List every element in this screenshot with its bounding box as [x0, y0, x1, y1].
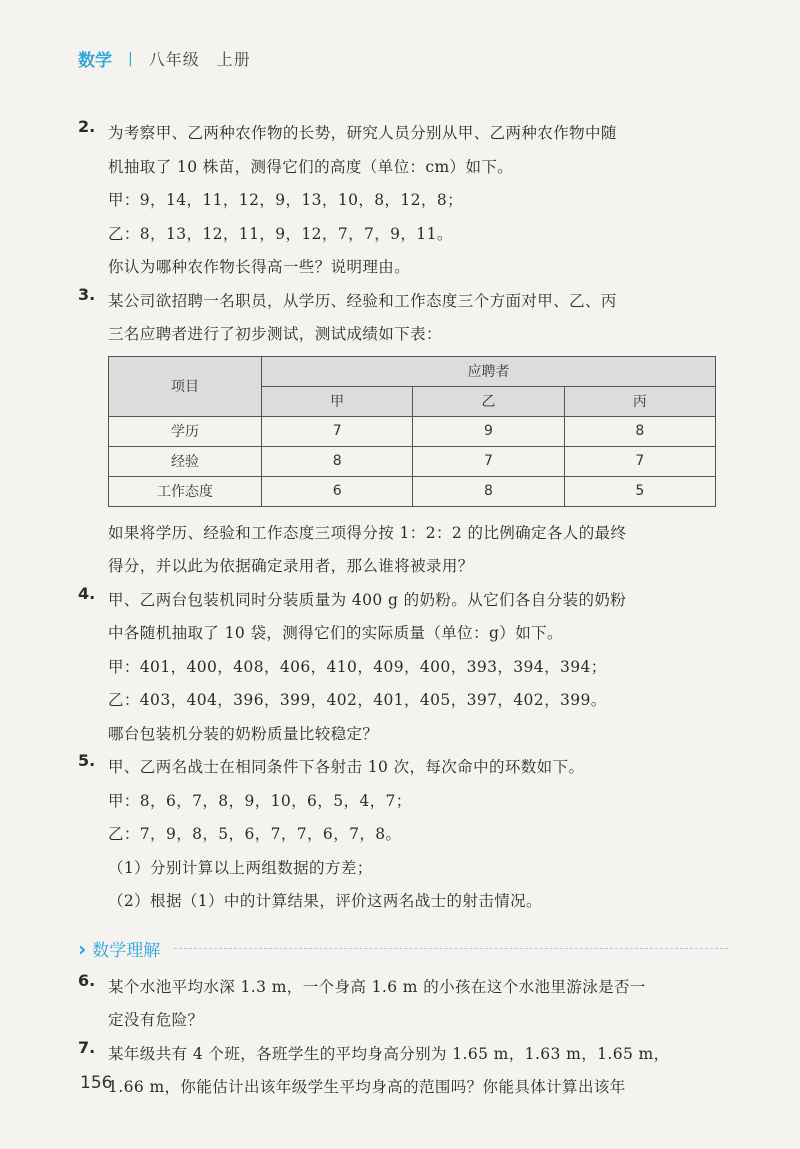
- table-cell: 8: [262, 446, 413, 476]
- problem-text-line: 甲：8，6，7，8，9，10，6，5，4，7；: [108, 791, 412, 810]
- header-separator: |: [128, 50, 133, 67]
- score-table: [108, 356, 716, 507]
- problem-text-line: 乙：8，13，12，11，9，12，7，7，9，11。: [108, 224, 453, 243]
- problem-text-line: 甲：401，400，408，406，410，409，400，393，394，394；: [108, 657, 607, 676]
- problem-number: 4.: [78, 583, 96, 603]
- row-label: 学历: [109, 416, 262, 446]
- section-divider: [174, 948, 728, 949]
- header-book-title: 八年级 上册: [148, 50, 251, 69]
- problem-text-line: 甲、乙两名战士在相同条件下各射击 10 次，每次命中的环数如下。: [108, 758, 585, 776]
- table-header-col: 丙: [564, 386, 715, 416]
- row-label: 工作态度: [109, 476, 262, 506]
- table-row: [109, 446, 716, 476]
- table-cell: 7: [413, 446, 564, 476]
- problem-text-line: 如果将学历、经验和工作态度三项得分按 1：2：2 的比例确定各人的最终: [108, 523, 627, 542]
- header-subject: 数学: [78, 51, 112, 71]
- problem-text-line: （1）分别计算以上两组数据的方差；: [108, 858, 373, 877]
- table-header-col: 乙: [413, 386, 564, 416]
- problem-3: [78, 285, 728, 584]
- table-cell: 8: [413, 476, 564, 506]
- table-row: [109, 416, 716, 446]
- row-label: 经验: [109, 446, 262, 476]
- problem-number: 5.: [78, 751, 96, 770]
- problem-text-line: 某年级共有 4 个班，各班学生的平均身高分别为 1.65 m，1.63 m，1.65 m，: [108, 1044, 670, 1063]
- problem-text-line: 甲、乙两台包装机同时分装质量为 400 g 的奶粉。从它们各自分装的奶粉: [108, 590, 627, 609]
- problem-text-line: 某个水池平均水深 1.3 m，一个身高 1.6 m 的小孩在这个水池里游泳是否一: [108, 977, 646, 996]
- problem-text-line: 定没有危险？: [108, 1011, 204, 1029]
- problem-text-line: 某公司欲招聘一名职员，从学历、经验和工作态度三个方面对甲、乙、丙: [108, 291, 617, 310]
- table-cell: 5: [564, 476, 715, 506]
- problem-text-line: 得分，并以此为依据确定录用者，那么谁将被录用？: [108, 557, 474, 575]
- section-title: 数学理解: [92, 941, 161, 961]
- problem-text-line: 1.66 m，你能估计出该年级学生平均身高的范围吗？你能具体计算出该年: [108, 1078, 626, 1096]
- problem-text-line: （2）根据（1）中的计算结果，评价这两名战士的射击情况。: [108, 892, 542, 910]
- chevron-right-icon: ›: [78, 936, 87, 961]
- problem-text-line: 机抽取了 10 株苗，测得它们的高度（单位：cm）如下。: [108, 157, 514, 176]
- table-cell: 6: [262, 476, 413, 506]
- table-cell: 9: [413, 416, 564, 446]
- table-cell: 8: [564, 416, 715, 446]
- problem-4: [78, 584, 728, 752]
- problem-text-line: 三名应聘者进行了初步测试，测试成绩如下表：: [108, 325, 442, 343]
- problem-6: [78, 971, 728, 1038]
- page-number: 156: [80, 1073, 113, 1093]
- problem-2: [78, 117, 728, 285]
- problem-text-line: 你认为哪种农作物长得高一些？说明理由。: [108, 258, 411, 276]
- page-header: [78, 46, 251, 71]
- table-header-group: 应聘者: [262, 356, 716, 386]
- problem-number: 2.: [78, 117, 96, 136]
- problem-text-line: 为考察甲、乙两种农作物的长势，研究人员分别从甲、乙两种农作物中随: [108, 124, 617, 142]
- section-heading: [78, 927, 728, 971]
- page-content: [78, 117, 728, 1105]
- problem-7: [78, 1038, 728, 1105]
- problem-number: 7.: [78, 1037, 96, 1057]
- table-header-col: 甲: [262, 386, 413, 416]
- problem-number: 6.: [78, 970, 96, 990]
- problem-text-line: 中各随机抽取了 10 袋，测得它们的实际质量（单位：g）如下。: [108, 624, 563, 642]
- problem-5: [78, 751, 728, 919]
- problem-text-line: 乙：7，9，8，5，6，7，7，6，7，8。: [108, 825, 402, 843]
- table-row: [109, 476, 716, 506]
- table-cell: 7: [262, 416, 413, 446]
- problem-number: 3.: [78, 284, 96, 304]
- problem-text-line: 哪台包装机分装的奶粉质量比较稳定？: [108, 724, 379, 743]
- table-header-item: 项目: [109, 356, 262, 416]
- problem-text-line: 乙：403，404，396，399，402，401，405，397，402，399。: [108, 691, 607, 709]
- table-cell: 7: [564, 446, 715, 476]
- problem-text-line: 甲：9，14，11，12，9，13，10，8，12，8；: [108, 191, 463, 209]
